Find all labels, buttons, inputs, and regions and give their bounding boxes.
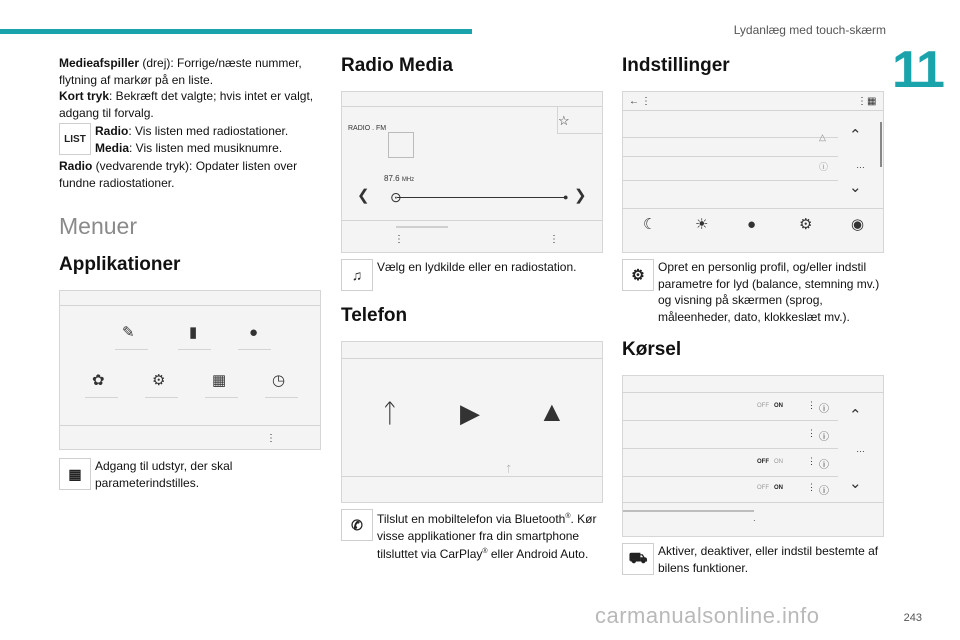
message-icon[interactable]: ✎	[122, 324, 135, 341]
station-logo	[388, 132, 414, 158]
scroll-down-icon[interactable]: ⌄	[849, 179, 862, 196]
contacts-icon[interactable]: ▦	[212, 372, 227, 389]
driving-progress-bar	[623, 510, 754, 512]
info-icon[interactable]: ⓘ	[819, 432, 829, 443]
warning-icon: △	[819, 132, 826, 142]
info-icon[interactable]: ⓘ	[819, 404, 829, 415]
applications-description: Adgang til udstyr, der skal parameterindstilles.	[95, 459, 233, 490]
driving-row	[622, 543, 884, 576]
star-icon[interactable]: ☆	[558, 113, 570, 128]
driving-screen	[622, 375, 884, 537]
slider-end: ●	[563, 192, 569, 202]
list-row: LIST Radio: Vis listen med radiostationer. Media: Vis listen med musiknumre.	[59, 123, 321, 156]
scroll-up-icon[interactable]: ⌃	[849, 127, 862, 144]
more-icon[interactable]: ⋮	[641, 96, 651, 107]
previous-station-icon[interactable]: ❮	[357, 187, 370, 204]
page-dot: ·	[753, 516, 756, 525]
info-icon[interactable]: ⓘ	[819, 486, 829, 497]
usb-icon[interactable]: ▮	[189, 324, 198, 341]
title-settings: Indstillinger	[622, 55, 730, 76]
more-icon[interactable]: ⋮	[549, 234, 559, 245]
trash-icon[interactable]: ▦	[867, 96, 877, 107]
android-auto-icon[interactable]: ▲	[538, 396, 566, 427]
title-applications: Applikationer	[59, 254, 181, 275]
watermark: carmanualsonline.info	[595, 603, 820, 628]
applications-screen	[59, 290, 321, 450]
radio-frequency: 87.6 MHz	[384, 174, 415, 183]
applications-row	[59, 458, 321, 491]
privacy-icon[interactable]: ◉	[851, 216, 865, 233]
settings-row	[622, 259, 884, 325]
radio-description: Vælg en lydkilde eller en radiostation.	[377, 260, 577, 274]
title-telefon: Telefon	[341, 305, 408, 326]
leaf-icon[interactable]: ✿	[92, 372, 105, 389]
more-icon[interactable]: ⋮	[266, 433, 276, 444]
info-icon[interactable]: ⓘ	[819, 460, 829, 471]
back-icon[interactable]: ←	[629, 96, 639, 107]
more-icon[interactable]: ⋮	[394, 234, 404, 245]
column-1	[59, 55, 321, 493]
scroll-up-icon[interactable]: ⌃	[849, 407, 862, 424]
settings-gear-icon[interactable]: ⚙	[799, 216, 813, 233]
driving-description: Aktiver, deaktiver, eller indstil bestemte af bilens funktioner.	[658, 544, 879, 575]
radio-progress-bar	[396, 226, 448, 228]
radio-band-label: RADIO . FM	[348, 125, 387, 132]
settings-screen	[622, 91, 884, 253]
section-title-menus: Menuer	[59, 213, 137, 239]
car-icon: ⛟	[622, 543, 654, 575]
phone-row	[341, 509, 603, 563]
paragraph-short-press: Kort tryk: Bekræft det valgte; hvis intet er valgt, adgang til forvalg.	[59, 89, 314, 120]
more-icon[interactable]: ⋮	[807, 482, 816, 492]
radio-screen	[341, 91, 603, 253]
day-night-icon[interactable]: ☀	[695, 216, 709, 233]
carplay-icon[interactable]: ▶	[460, 398, 480, 428]
title-radio-media: Radio Media	[341, 55, 453, 76]
scrollbar[interactable]	[880, 122, 882, 167]
phone-description-1: Tilslut en mobiltelefon via Bluetooth®. Kør visse applikationer fra din smartphone tilsluttet via CarPlay® eller Android Auto.	[377, 512, 597, 561]
chapter-number: 11	[892, 41, 943, 99]
night-mode-icon[interactable]: ☾	[643, 216, 657, 233]
grid-icon: ▦	[59, 458, 91, 490]
info-icon: ⓘ	[819, 162, 829, 172]
toggle-3[interactable]: OFF ON	[757, 459, 784, 465]
settings-description: Opret en personlig profil, og/eller indstil parametre for lyd (balance, stemning mv.) og visning på skærmen (sprog, måleenheder, dato, klokkeslæt mv.).	[658, 260, 880, 324]
scroll-down-icon[interactable]: ⌄	[849, 475, 862, 492]
paragraph-media-player: Medieafspiller (drej): Forrige/næste nummer, flytning af markør på en liste.	[59, 56, 302, 87]
header-accent-bar	[0, 29, 472, 34]
phone-screen	[341, 341, 603, 503]
toggle-1[interactable]: OFF ON	[757, 403, 784, 409]
more-icon[interactable]: ⋮	[807, 400, 816, 410]
more-icon[interactable]: ⋮	[807, 456, 816, 466]
radio-row	[341, 259, 603, 291]
more-icon[interactable]: ⋮	[857, 96, 867, 107]
timer-icon[interactable]: ◷	[272, 372, 286, 389]
gear-sliders-icon: ⚙	[622, 259, 654, 291]
more-icon[interactable]: ⋮	[807, 428, 816, 438]
frequency-slider[interactable]	[397, 197, 567, 198]
phone-icon: ✆	[341, 509, 373, 541]
running-title: Lydanlæg med touch-skærm	[733, 23, 886, 37]
toggle-4[interactable]: OFF ON	[757, 485, 784, 491]
column-2	[341, 55, 603, 565]
bluetooth-icon[interactable]: ᛏ	[382, 398, 398, 428]
page-number: 243	[903, 612, 922, 624]
next-station-icon[interactable]: ❯	[574, 187, 587, 204]
title-driving: Kørsel	[622, 339, 682, 360]
more-horizontal-icon[interactable]: …	[856, 160, 865, 170]
column-3	[622, 55, 884, 578]
list-icon: LIST	[59, 123, 91, 155]
slider-knob[interactable]: ⊙	[390, 189, 402, 205]
more-horizontal-icon[interactable]: …	[856, 444, 865, 454]
profile-icon[interactable]: ●	[747, 216, 757, 233]
paragraph-radio-long-press: Radio (vedvarende tryk): Opdater listen over fundne radiostationer.	[59, 159, 298, 190]
bluetooth-status-icon: ᛏ	[506, 464, 512, 474]
eco-gear-icon[interactable]: ⚙	[152, 372, 166, 389]
profile-icon[interactable]: ●	[249, 324, 259, 341]
music-note-icon: ♫	[341, 259, 373, 291]
